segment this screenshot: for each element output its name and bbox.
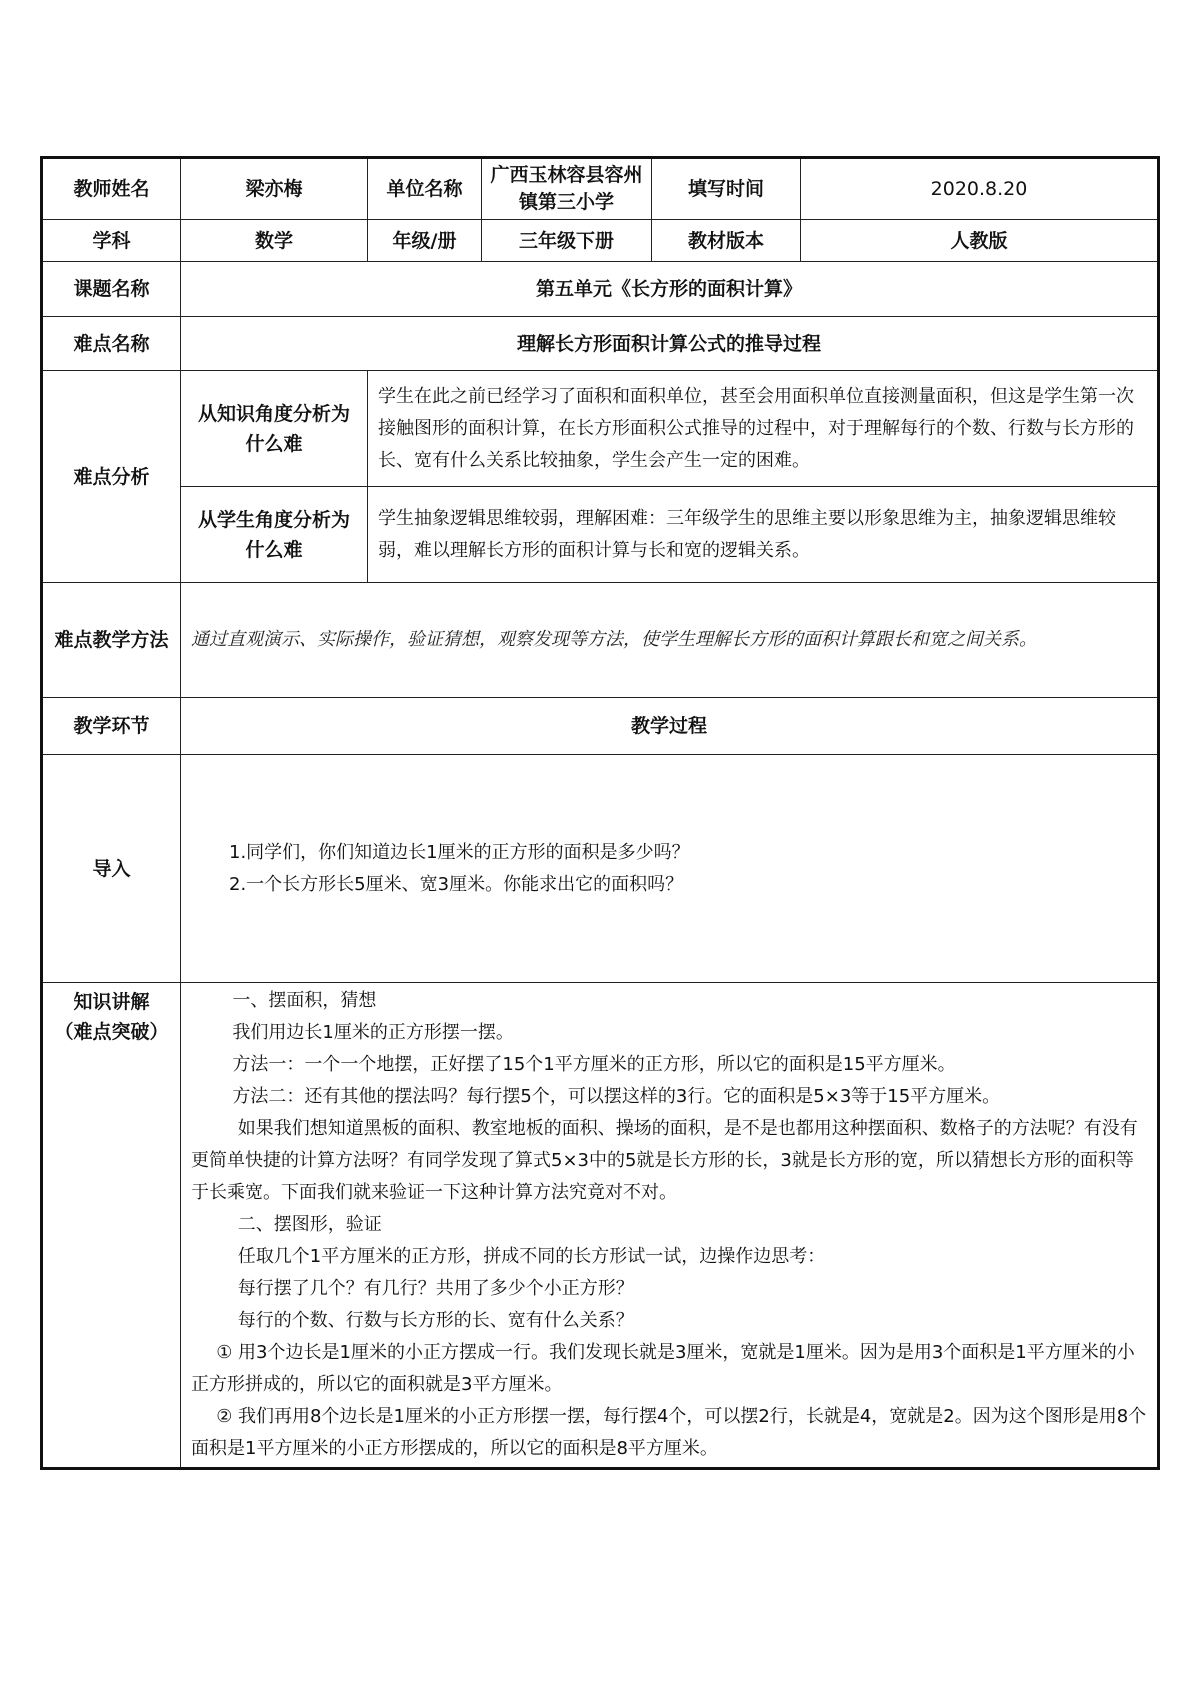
row-subject-info bbox=[42, 220, 1159, 262]
grade-label: 年级/册 bbox=[368, 220, 482, 262]
grade-value: 三年级下册 bbox=[482, 220, 652, 262]
method-text: 通过直观演示、实际操作，验证猜想，观察发现等方法，使学生理解长方形的面积计算跟长和宽之间关系。 bbox=[181, 583, 1159, 698]
intro-content bbox=[181, 755, 1159, 983]
knowledge-p10: ① 用3个边长是1厘米的小正方摆成一行。我们发现长就是3厘米，宽就是1厘米。因为是用3个面积是1平方厘米的小正方形拼成的，所以它的面积就是3平方厘米。 bbox=[191, 1342, 1135, 1395]
intro-label: 导入 bbox=[42, 755, 181, 983]
row-analysis-student bbox=[42, 487, 1159, 583]
topic-label: 课题名称 bbox=[42, 262, 181, 317]
student-angle-label: 从学生角度分析为什么难 bbox=[181, 487, 368, 583]
knowledge-p3: 方法一：一个一个地摆，正好摆了15个1平方厘米的正方形，所以它的面积是15平方厘米。 bbox=[232, 1054, 956, 1075]
knowledge-p11: ② 我们再用8个边长是1厘米的小正方形摆一摆，每行摆4个，可以摆2行，长就是4，宽就是2。因为这个图形是用8个面积是1平方厘米的小正方形摆成的，所以它的面积是8平方厘米。 bbox=[191, 1406, 1147, 1459]
lesson-plan-sheet bbox=[40, 156, 1157, 1470]
intro-question-2: 2.一个长方形长5厘米、宽3厘米。你能求出它的面积吗？ bbox=[229, 873, 684, 895]
unit-name bbox=[482, 158, 652, 220]
knowledge-p9: 每行的个数、行数与长方形的长、宽有什么关系？ bbox=[237, 1310, 634, 1331]
date-label: 填写时间 bbox=[652, 158, 801, 220]
edition-value: 人教版 bbox=[801, 220, 1159, 262]
method-label: 难点教学方法 bbox=[42, 583, 181, 698]
knowledge-angle-text: 学生在此之前已经学习了面积和面积单位，甚至会用面积单位直接测量面积，但这是学生第一次接触图形的面积计算，在长方形面积公式推导的过程中，对于理解每行的个数、行数与长方形的长、宽有什么关系比较抽象，学生会产生一定的困难。 bbox=[368, 371, 1159, 487]
knowledge-p2: 我们用边长1厘米的正方形摆一摆。 bbox=[232, 1022, 514, 1043]
unit-name-line2: 镇第三小学 bbox=[518, 191, 614, 213]
row-knowledge bbox=[42, 983, 1159, 1469]
subject-label: 学科 bbox=[42, 220, 181, 262]
lesson-plan-table bbox=[40, 156, 1160, 1470]
unit-label: 单位名称 bbox=[368, 158, 482, 220]
row-teacher-info bbox=[42, 158, 1159, 220]
row-process-header bbox=[42, 698, 1159, 755]
row-topic bbox=[42, 262, 1159, 317]
edition-label: 教材版本 bbox=[652, 220, 801, 262]
difficulty-value: 理解长方形面积计算公式的推导过程 bbox=[181, 317, 1159, 371]
teacher-label: 教师姓名 bbox=[42, 158, 181, 220]
student-angle-text: 学生抽象逻辑思维较弱，理解困难：三年级学生的思维主要以形象思维为主，抽象逻辑思维较弱，难以理解长方形的面积计算与长和宽的逻辑关系。 bbox=[368, 487, 1159, 583]
row-intro bbox=[42, 755, 1159, 983]
unit-name-line1: 广西玉林容县容州 bbox=[490, 164, 643, 186]
knowledge-content bbox=[181, 983, 1159, 1469]
subject-value: 数学 bbox=[181, 220, 368, 262]
knowledge-p7: 任取几个1平方厘米的正方形，拼成不同的长方形试一试，边操作边思考： bbox=[237, 1246, 826, 1267]
knowledge-p6: 二、摆图形，验证 bbox=[237, 1214, 382, 1235]
analysis-label: 难点分析 bbox=[42, 371, 181, 583]
row-difficulty-name bbox=[42, 317, 1159, 371]
knowledge-p8: 每行摆了几个？有几行？共用了多少个小正方形？ bbox=[237, 1278, 634, 1299]
intro-question-1: 1.同学们，你们知道边长1厘米的正方形的面积是多少吗？ bbox=[229, 841, 690, 863]
knowledge-p1: 一、摆面积，猜想 bbox=[232, 990, 377, 1011]
teacher-name: 梁亦梅 bbox=[181, 158, 368, 220]
knowledge-p4: 方法二：还有其他的摆法吗？每行摆5个，可以摆这样的3行。它的面积是5×3等于15平方厘米。 bbox=[232, 1086, 1001, 1107]
knowledge-label bbox=[42, 983, 181, 1469]
knowledge-label-line1: 知识讲解 bbox=[73, 991, 150, 1013]
row-analysis-knowledge bbox=[42, 371, 1159, 487]
knowledge-p5: 如果我们想知道黑板的面积、教室地板的面积、操场的面积，是不是也都用这种摆面积、数格子的方法呢？有没有更简单快捷的计算方法呀？有同学发现了算式5×3中的5就是长方形的长，3就是长方形的宽，所以猜想长方形的面积等于长乘宽。下面我们就来验证一下这种计算方法究竟对不对。 bbox=[191, 1118, 1138, 1203]
stage-label: 教学环节 bbox=[42, 698, 181, 755]
knowledge-label-line2: （难点突破） bbox=[54, 1021, 169, 1043]
date-value: 2020.8.20 bbox=[801, 158, 1159, 220]
knowledge-angle-label: 从知识角度分析为什么难 bbox=[181, 371, 368, 487]
topic-value: 第五单元《长方形的面积计算》 bbox=[181, 262, 1159, 317]
difficulty-label: 难点名称 bbox=[42, 317, 181, 371]
row-teaching-method bbox=[42, 583, 1159, 698]
process-label: 教学过程 bbox=[181, 698, 1159, 755]
